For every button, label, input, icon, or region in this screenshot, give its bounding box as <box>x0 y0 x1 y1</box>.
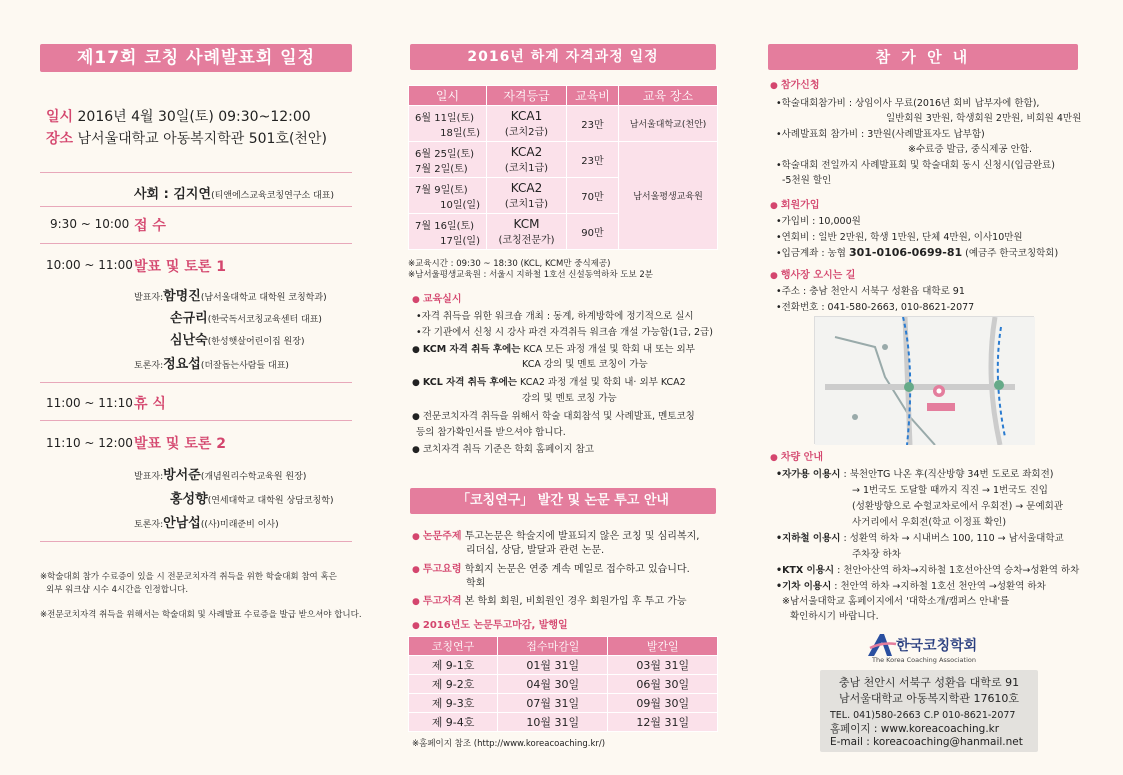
discussant: 토론자:정요섭(더잘돕는사람들 대표) <box>134 357 289 372</box>
edu-item: •각 기관에서 신청 시 강사 파견 자격취득 워크숍 개설 가능함(1급, 2급) <box>416 327 713 338</box>
transport-ktx: •KTX 이용시 : 천안아산역 하차→지하철 1호선아산역 승차→성환역 하차 <box>776 565 1080 576</box>
note: 외부 워크샵 시수 4시간을 인정합니다. <box>46 585 189 595</box>
table-row: 6월 11일(토) 18일(토) KCA1 (코치2급) 23만 남서울대학교(천안) <box>409 106 718 142</box>
logo-icon <box>866 632 898 658</box>
journal-item: 리더십, 상담, 발달과 관련 논문. <box>466 545 605 556</box>
transport-note: ※남서울대학교 홈페이지에서 '대학소개/캠퍼스 안내'를 <box>782 596 1010 607</box>
middle-title: 2016년 하계 자격과정 일정 <box>410 44 716 70</box>
table-note: ※교육시간 : 09:30 ~ 18:30 (KCL, KCM만 중식제공) <box>408 259 611 269</box>
col-header: 자격등급 <box>487 86 567 106</box>
edu-item: ● 전문코치자격 취득을 위해서 학술 대회참석 및 사례발표, 멘토코칭 <box>412 411 695 422</box>
member-heading: ● 회원가입 <box>770 200 820 211</box>
presenter: 손규리(한국독서코칭교육센터 대표) <box>170 311 322 326</box>
contact-homepage: 홈페이지 : www.koreacoaching.kr <box>830 723 1000 735</box>
col-header: 발간일 <box>608 637 718 656</box>
col-header: 접수마감일 <box>498 637 608 656</box>
reg-item: ※수료증 발급, 중식제공 안함. <box>908 144 1033 155</box>
location-heading: ● 행사장 오시는 길 <box>770 270 856 281</box>
session4-title: 발표 및 토론 2 <box>134 436 226 452</box>
table-row: 7월 16일(토) 17일(일) KCM (코칭전문가) 90만 <box>409 214 718 250</box>
contact-tel: TEL. 041)580-2663 C.P 010-8621-2077 <box>830 710 1016 721</box>
map-graphic <box>815 317 1035 445</box>
journal-item: ● 2016년도 논문투고마감, 발행일 <box>412 620 568 631</box>
col-header: 코칭연구 <box>409 637 498 656</box>
presenter: 홍성향(연세대학교 대학원 상담코칭학) <box>170 492 334 507</box>
session4-time: 11:10 ~ 12:00 <box>46 436 133 450</box>
edu-item: 등의 참가확인서를 받으셔야 합니다. <box>416 427 566 438</box>
session3-title: 휴 식 <box>134 396 166 412</box>
transport-car: 사거리에서 우회전(학교 이정표 확인) <box>852 517 1007 528</box>
transport-subway: •지하철 이용시 : 성환역 하차 → 시내버스 100, 110 → 남서울대학교 <box>776 533 1064 544</box>
event-place: 장소 남서울대학교 아동복지학관 501호(천안) <box>46 131 327 147</box>
session2-time: 10:00 ~ 11:00 <box>46 258 133 272</box>
session1-time: 9:30 ~ 10:00 <box>50 217 130 231</box>
transport-train: •기차 이용시 : 천안역 하차 →지하철 1호선 천안역 →성환역 하차 <box>776 581 1046 592</box>
contact-address: 충남 천안시 서북구 성환읍 대학로 91 <box>838 676 1020 689</box>
discussant: 토론자:안남섭((사)미래준비 이사) <box>134 516 279 531</box>
account-info: •입금계좌 : 농협 301-0106-0699-81 (예금주 한국코칭학회) <box>776 246 1059 259</box>
table-row: 제 9-2호 04월 30일 06월 30일 <box>409 675 718 694</box>
phone: •전화번호 : 041-580-2663, 010-8621-2077 <box>776 302 975 313</box>
transport-car: → 1번국도 도달할 때까지 직진 → 1번국도 진입 <box>852 485 1048 496</box>
presenter: 발표자:함명진(남서울대학교 대학원 코칭학과) <box>134 289 327 304</box>
member-item: •연회비 : 일반 2만원, 학생 1만원, 단체 4만원, 이사10만원 <box>776 232 1023 243</box>
journal-item: 학회 <box>466 578 486 589</box>
contact-email: E-mail : koreacoaching@hanmail.net <box>830 736 1023 748</box>
note: ※학술대회 참가 수료증이 있을 시 전문코치자격 취득을 위한 학술대회 참여 혹은 <box>40 572 337 582</box>
left-title: 제17회 코칭 사례발표회 일정 <box>40 44 352 72</box>
table-row: 제 9-3호 07월 31일 09월 30일 <box>409 694 718 713</box>
edu-item: •자격 취득을 위한 워크숍 개최 : 동계, 하계방학에 정기적으로 실시 <box>416 311 694 322</box>
logo-subtitle: The Korea Coaching Association <box>872 656 976 664</box>
homepage-note: ※홈페이지 참조 (http://www.koreacoaching.kr/) <box>412 739 606 749</box>
journal-table <box>408 636 718 732</box>
table-row: 6월 25일(토) 7월 2일(토) KCA2 (코치1급) 23만 남서울평생교육원 <box>409 142 718 178</box>
table-note: ※남서울평생교육원 : 서울시 지하철 1호선 신설동역하차 도보 2분 <box>408 270 653 280</box>
table-row: 제 9-4호 10월 31일 12월 31일 <box>409 713 718 732</box>
reg-item: 일반회원 3만원, 학생회원 2만원, 비회원 4만원 <box>886 113 1082 124</box>
course-table <box>408 85 718 250</box>
col-header: 교육비 <box>567 86 619 106</box>
transport-car: (성환방향으로 수헐교차로에서 우회전) → 문예회관 <box>852 501 1063 512</box>
transport-heading: ● 차량 안내 <box>770 452 823 463</box>
journal-item: ● 논문주제 투고논문은 학술지에 발표되지 않은 코칭 및 심리복지, <box>412 531 700 542</box>
contact-address: 남서울대학교 아동복지학관 17610호 <box>838 692 1020 705</box>
journal-title: 「코칭연구」 발간 및 논문 투고 안내 <box>410 488 716 514</box>
presenter: 심난숙(한성햇살어린이집 원장) <box>170 333 305 348</box>
edu-item: 강의 및 멘토 코칭 가능 <box>522 393 617 404</box>
edu-item: ● 코치자격 취득 기준은 학회 홈페이지 참고 <box>412 444 594 455</box>
edu-heading: ● 교육실시 <box>412 294 462 305</box>
association-logo <box>866 632 1006 668</box>
table-row: 제 9-1호 01월 31일 03월 31일 <box>409 656 718 675</box>
location-map[interactable] <box>814 316 1034 444</box>
col-header: 교육 장소 <box>619 86 718 106</box>
journal-item: ● 투고요령 학회지 논문은 연중 계속 메일로 접수하고 있습니다. <box>412 564 690 575</box>
logo-name: 한국코칭학회 <box>896 638 978 654</box>
col-header: 일시 <box>409 86 487 106</box>
journal-item: ● 투고자격 본 학회 회원, 비회원인 경우 회원가입 후 투고 가능 <box>412 596 687 607</box>
transport-subway: 주차장 하차 <box>852 549 901 560</box>
reg-item: •학술대회 전일까지 사례발표회 및 학술대회 동시 신청시(입금완료) <box>776 160 1055 171</box>
session3-time: 11:00 ~ 11:10 <box>46 396 133 410</box>
edu-item: ● KCM 자격 취득 후에는 KCA 모든 과정 개설 및 학회 내 또는 외부 <box>412 344 695 355</box>
edu-item: KCA 강의 및 멘토 코칭이 가능 <box>522 359 648 370</box>
transport-note: 확인하시기 바랍니다. <box>790 611 879 622</box>
contact-box <box>820 670 1038 752</box>
event-date: 일시 2016년 4월 30일(토) 09:30~12:00 <box>46 109 311 125</box>
edu-item: ● KCL 자격 취득 후에는 KCA2 과정 개설 및 학회 내· 외부 KCA2 <box>412 377 686 388</box>
right-title: 참 가 안 내 <box>768 44 1078 70</box>
note: ※전문코치자격 취득을 위해서는 학술대회 및 사례발표 수료증을 발급 받으셔야 합니다. <box>40 610 362 620</box>
host: 사회 : 김지연(티앤에스교육코칭연구소 대표) <box>134 187 334 202</box>
reg-item: -5천원 할인 <box>782 175 832 186</box>
session2-title: 발표 및 토론 1 <box>134 259 226 275</box>
address: •주소 : 충남 천안시 서북구 성환읍 대학로 91 <box>776 286 965 297</box>
reg-item: •사례발표회 참가비 : 3만원(사례발표자도 납부함) <box>776 129 985 140</box>
session1-title: 접 수 <box>134 218 166 234</box>
table-row: 7월 9일(토) 10일(일) KCA2 (코치1급) 70만 <box>409 178 718 214</box>
reg-item: •학술대회참가비 : 상임이사 무료(2016년 회비 납부자에 한함), <box>776 98 1040 109</box>
presenter: 발표자:방서준(개념원리수학교육원 원장) <box>134 468 307 483</box>
transport-car: •자가용 이용시 : 북천안TG 나온 후(직산방향 34번 도로로 좌회전) <box>776 469 1054 480</box>
reg-heading: ● 참가신청 <box>770 80 820 91</box>
member-item: •가입비 : 10,000원 <box>776 216 861 227</box>
